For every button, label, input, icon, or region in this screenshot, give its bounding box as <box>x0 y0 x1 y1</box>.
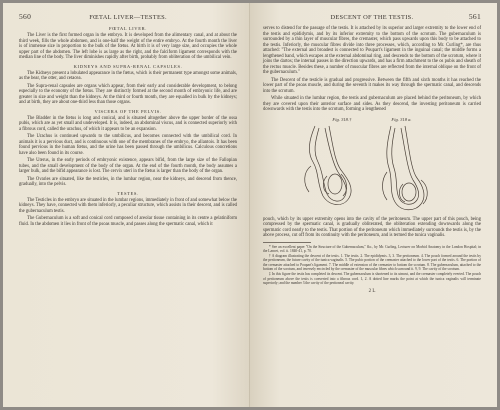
figure-label-318: Fig. 318.† <box>332 116 352 122</box>
paragraph: The Gubernaculum is a soft and conical cord composed of areolar tissue containing in its centre a gelatiniform fluid. In the abdomen it lies in front of the psoas muscle, and passes along the spermatic canal, which it <box>19 216 237 227</box>
signature-mark: 2 L <box>368 289 376 295</box>
paragraph: The Urachus is continued upwards to the umbilicus, and becomes connected with the umbilical cord. In animals it is a pervious duct, and is continuous with one of the membranes of the embryo, the allantois. It has been found pervious in the human fœtus, and the urine has been passed through the umbilicus. Calculous concretions have also been found in its course. <box>19 134 237 156</box>
book-spread <box>3 3 497 407</box>
footnote-divider <box>263 242 311 243</box>
paragraph: pouch, which by its upper extremity opens into the cavity of the peritoneum. The upper part of this pouch, being compressed by the spermatic canal, is gradually obliterated, the obliteration extending downwards along the spermatic cord nearly to the testis. That portion of the peritoneum which immediately surrounds the testis is, by the above process, cut off from its continuity with the peritoneum, and is termed the tunica vaginalis. <box>263 216 481 238</box>
paragraph: The Ovaries are situated, like the testicles, in the lumbar region, near the kidneys, and descend from thence, gradually, into the pelvis. <box>19 176 237 187</box>
paragraph: The Bladder in the fœtus is long and conical, and is situated altogether above the upper border of the ossa pubis, which are as yet small and undeveloped. It is, indeed, an abdominal viscus, and is connected superiorly with a fibrous cord, called the urachus, of which it appears to be an expansion. <box>19 115 237 132</box>
left-page <box>3 3 250 407</box>
right-running-title: DESCENT OF THE TESTIS. <box>330 14 414 21</box>
right-running-head <box>263 12 481 21</box>
left-running-head <box>19 12 237 21</box>
paragraph: serves to distend for the passage of the testis. It is attached by its superior and larger extremity to the lower end of the testis and epididymis, and by its inferior extremity to the bottom of the scrotum. The gubernaculum is surrounded by a thin layer of muscular fibres, the cremaster, which pass upwards upon this body to be attached to the testis. Inferiorly, the muscular fibres divide into three processes, which, according to Mr. Curling*, are thus attached: "The external and broadest is connected to Poupart's ligament in the inguinal canal; the middle forms a lengthened band, which escapes at the external abdominal ring, and descends to the bottom of the scrotum, where it joins the dartos; the internal passes in the direction upwards, and has a firm attachment to the os pubis and sheath of the rectus muscle. Besides these, a number of muscular fibres are reflected from the internal oblique on the front of the gubernaculum." <box>263 26 481 75</box>
section-title-foetal-liver: FŒTAL LIVER. <box>108 26 148 31</box>
figure-label-318a: Fig. 318 a. <box>391 116 412 122</box>
right-page <box>250 3 497 407</box>
testis-descent-figure <box>263 122 481 214</box>
footnote: † A diagram illustrating the descent of the testis. 1. The testis. 2. The epididymis. 3, 3. The peritoneum. 4. The pouch formed around the testis by the peritoneum, the future cavity of the tunica vaginalis. 5. The pubic portion of the cremaster attached to the lower part of the testis. 6. The portion of the cremaster attached to Poupart's ligament. 7. The middle of extension of the cremaster to bottom the scrotum. 8. The gubernaculum, attached to the bottom of the scrotum, and inversely encircled by the cremaster of the muscular fibres which surround it. 9, 9. The cavity of the scrotum. <box>263 254 481 271</box>
footnote: * See an excellent paper "On the Structure of the Gubernaculum," &c., by Mr. Curling, Lecturer on Morbid Anatomy in the London Hospital; in the Lancet, vol. ii. 1840-41, p. 70. <box>263 244 481 253</box>
footnote: ‡ In this figure the testis has completed its descent. The gubernaculum is shortened to its utmost, and the cremaster completely everted. The pouch of peritoneum above the testis is converted into a fibrous cord. 1, 2. A dotted line marks the point at which the tunica vaginalis will terminate superiorly; and the number 3 the cavity of the peritoneal cavity. <box>263 272 481 285</box>
section-title-testes: TESTES. <box>117 190 139 196</box>
testis-diagram-illustration <box>263 122 481 214</box>
paragraph: The Uterus, in the early periods of embryonic existence, appears bifid, from the large size of the Fallopian tubes, and the small development of the body of the organ. At the end of the fourth month, the body assumes a larger bulk, and the bifid appearance is lost. The cervix uteri in the fœtus is larger than the body of the organ. <box>19 158 237 174</box>
paragraph: The Liver is the first formed organ in the embryo. It is developed from the alimentary canal, and at about the third week, fills the whole abdomen, and is one-half the weight of the entire embryo. At the fourth month the liver is of immense size in proportion to the bulk of the fœtus. At birth it is of very large size, and occupies the whole upper part of the abdomen. The left lobe is as large as the right, and the falciform ligament corresponds with the median line of the body. The liver diminishes rapidly after birth, probably from obliteration of the umbilical vein. <box>19 33 237 60</box>
left-running-title: FŒTAL LIVER—TESTES. <box>89 14 167 21</box>
paragraph: The Descent of the testicle is gradual and progressive. Between the fifth and sixth months it has reached the lower part of the psoas muscle, and during the seventh it makes its way through the spermatic canal, and descends into the scrotum. <box>263 77 481 94</box>
section-title-viscera-pelvis: VISCERA OF THE PELVIS. <box>94 108 162 114</box>
paragraph: The Supra-renal capsules are organs which appear, from their early and considerable development, to belong especially to the economy of the fœtus. They are distinctly formed at the second month of embryonic life, and are greater in size and weight than the kidneys. At the third or fourth month, they are equalled in bulk by the kidneys; and at birth, they are about one-third less than those organs. <box>19 83 237 105</box>
paragraph: The Kidneys present a lobulated appearance in the fœtus, which is their permanent type amongst some animals, as the bear, the otter, and cetacea. <box>19 70 237 81</box>
paragraph: The Testicles in the embryo are situated in the lumbar regions, immediately in front of and somewhat below the kidneys. They have, connected with them inferiorly, a peculiar structure, which assists in their descent, and is called the gubernaculum testis. <box>19 197 237 214</box>
section-title-kidneys: KIDNEYS AND SUPRA-RENAL CAPSULES. <box>73 63 183 69</box>
left-page-number: 560 <box>19 12 32 21</box>
right-page-number: 561 <box>468 12 481 21</box>
paragraph: While situated in the lumbar region, the testis and gubernaculum are placed behind the peritoneum, by which they are covered upon their anterior surface and sides. As they descend, the investing peritoneum is carried downwards with the testis into the scrotum, forming a lengthened <box>263 96 481 112</box>
